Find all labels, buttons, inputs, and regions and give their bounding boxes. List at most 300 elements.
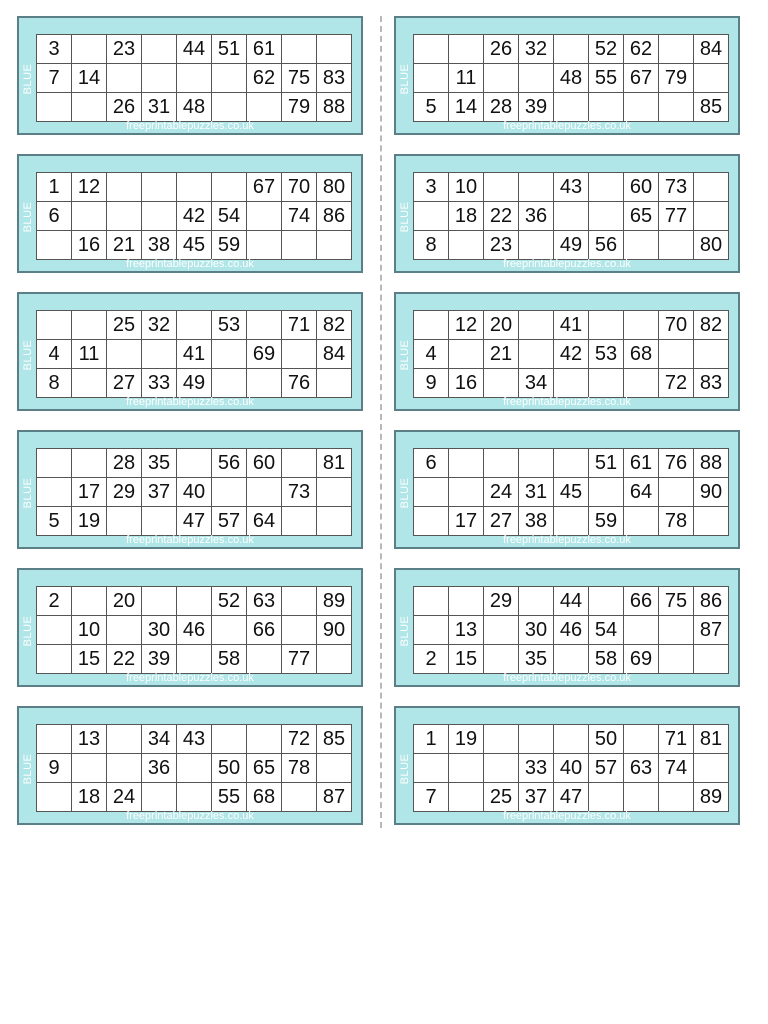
website-credit: freeprintablepuzzles.co.uk: [503, 120, 631, 132]
grid-cell: [694, 645, 729, 674]
grid-cell: [484, 173, 519, 202]
grid-cell: 50: [212, 754, 247, 783]
grid-cell: 6: [37, 202, 72, 231]
grid-cell: 13: [449, 616, 484, 645]
grid-cell: [72, 202, 107, 231]
grid-cell: [37, 449, 72, 478]
grid-row: [37, 587, 352, 616]
grid-cell: 63: [247, 587, 282, 616]
grid-row: [37, 645, 352, 674]
grid-cell: 89: [317, 587, 352, 616]
grid-cell: [449, 783, 484, 812]
grid-cell: [519, 173, 554, 202]
grid-cell: [212, 616, 247, 645]
grid-cell: 17: [72, 478, 107, 507]
grid-cell: [414, 202, 449, 231]
grid-cell: [624, 616, 659, 645]
grid-cell: 9: [37, 754, 72, 783]
grid-cell: 88: [694, 449, 729, 478]
grid-cell: [317, 35, 352, 64]
grid-cell: 8: [414, 231, 449, 260]
grid-row: [37, 64, 352, 93]
grid-row: [37, 478, 352, 507]
grid-cell: 84: [694, 35, 729, 64]
grid-cell: [142, 587, 177, 616]
grid-cell: [212, 369, 247, 398]
grid-cell: [212, 64, 247, 93]
grid-row: [414, 783, 729, 812]
bingo-ticket: [394, 430, 740, 549]
grid-cell: 42: [177, 202, 212, 231]
grid-cell: 38: [142, 231, 177, 260]
number-grid: [36, 172, 352, 260]
grid-cell: [519, 311, 554, 340]
grid-cell: 45: [554, 478, 589, 507]
grid-cell: 55: [589, 64, 624, 93]
grid-cell: [212, 340, 247, 369]
grid-cell: [484, 645, 519, 674]
grid-cell: 21: [484, 340, 519, 369]
ticket-color-label: BLUE: [22, 477, 34, 509]
grid-cell: 83: [694, 369, 729, 398]
grid-cell: [107, 173, 142, 202]
ticket-color-label: BLUE: [22, 339, 34, 371]
grid-cell: 75: [659, 587, 694, 616]
grid-cell: [694, 754, 729, 783]
grid-cell: 65: [624, 202, 659, 231]
grid-cell: 53: [212, 311, 247, 340]
grid-cell: 78: [282, 754, 317, 783]
grid-cell: 27: [107, 369, 142, 398]
website-credit: freeprintablepuzzles.co.uk: [126, 672, 254, 684]
bingo-ticket: [17, 16, 363, 135]
grid-cell: [177, 645, 212, 674]
grid-cell: [554, 725, 589, 754]
grid-cell: 74: [282, 202, 317, 231]
grid-cell: 52: [212, 587, 247, 616]
grid-cell: [37, 783, 72, 812]
grid-cell: [212, 478, 247, 507]
grid-cell: [37, 311, 72, 340]
number-grid: [413, 448, 729, 536]
grid-cell: 22: [107, 645, 142, 674]
grid-cell: 33: [519, 754, 554, 783]
grid-cell: 42: [554, 340, 589, 369]
ticket-color-label: BLUE: [399, 201, 411, 233]
grid-cell: 39: [519, 93, 554, 122]
grid-cell: 56: [212, 449, 247, 478]
grid-cell: [484, 449, 519, 478]
grid-cell: 4: [414, 340, 449, 369]
grid-cell: [247, 725, 282, 754]
grid-cell: [554, 369, 589, 398]
grid-cell: [247, 645, 282, 674]
grid-cell: [554, 93, 589, 122]
grid-cell: [449, 754, 484, 783]
grid-cell: [659, 645, 694, 674]
grid-cell: 81: [317, 449, 352, 478]
grid-cell: [554, 35, 589, 64]
grid-cell: 77: [282, 645, 317, 674]
number-grid: [413, 724, 729, 812]
grid-cell: 41: [554, 311, 589, 340]
grid-cell: [589, 369, 624, 398]
bingo-ticket: [17, 154, 363, 273]
grid-cell: 5: [37, 507, 72, 536]
grid-cell: [72, 93, 107, 122]
grid-cell: 63: [624, 754, 659, 783]
bingo-ticket: [394, 706, 740, 825]
grid-cell: [449, 35, 484, 64]
grid-cell: [37, 725, 72, 754]
grid-cell: [624, 369, 659, 398]
number-grid: [36, 448, 352, 536]
grid-cell: [659, 231, 694, 260]
grid-row: [37, 725, 352, 754]
grid-cell: 61: [247, 35, 282, 64]
grid-cell: [589, 173, 624, 202]
grid-cell: 29: [484, 587, 519, 616]
grid-cell: 49: [554, 231, 589, 260]
bingo-ticket: [17, 292, 363, 411]
grid-cell: 46: [554, 616, 589, 645]
grid-cell: [282, 587, 317, 616]
grid-cell: 16: [72, 231, 107, 260]
grid-cell: 37: [519, 783, 554, 812]
grid-cell: 12: [449, 311, 484, 340]
grid-cell: [177, 783, 212, 812]
grid-cell: 15: [449, 645, 484, 674]
grid-row: [414, 340, 729, 369]
grid-cell: 28: [484, 93, 519, 122]
grid-cell: 90: [317, 616, 352, 645]
ticket-color-label: BLUE: [22, 63, 34, 95]
grid-row: [37, 173, 352, 202]
grid-row: [414, 173, 729, 202]
grid-cell: [317, 478, 352, 507]
number-grid: [36, 724, 352, 812]
grid-cell: [449, 231, 484, 260]
bingo-ticket: [394, 16, 740, 135]
grid-cell: 71: [659, 725, 694, 754]
grid-cell: [177, 173, 212, 202]
grid-cell: [142, 507, 177, 536]
grid-cell: [414, 587, 449, 616]
grid-cell: 82: [317, 311, 352, 340]
grid-cell: 87: [317, 783, 352, 812]
grid-cell: [519, 725, 554, 754]
grid-row: [37, 311, 352, 340]
grid-cell: 62: [624, 35, 659, 64]
bingo-ticket: [394, 154, 740, 273]
grid-cell: [694, 64, 729, 93]
grid-cell: [414, 507, 449, 536]
number-grid: [413, 172, 729, 260]
grid-cell: 73: [659, 173, 694, 202]
grid-cell: 15: [72, 645, 107, 674]
grid-cell: 34: [519, 369, 554, 398]
grid-row: [414, 754, 729, 783]
grid-cell: [282, 507, 317, 536]
grid-row: [37, 202, 352, 231]
grid-cell: 43: [177, 725, 212, 754]
grid-cell: [107, 64, 142, 93]
grid-cell: 31: [519, 478, 554, 507]
grid-cell: [142, 173, 177, 202]
grid-cell: [414, 754, 449, 783]
grid-cell: [519, 64, 554, 93]
grid-cell: [624, 311, 659, 340]
grid-cell: 40: [177, 478, 212, 507]
grid-cell: 8: [37, 369, 72, 398]
grid-row: [414, 231, 729, 260]
grid-cell: [624, 507, 659, 536]
grid-row: [37, 754, 352, 783]
grid-cell: [694, 340, 729, 369]
grid-cell: [282, 616, 317, 645]
grid-cell: 44: [177, 35, 212, 64]
grid-cell: [554, 507, 589, 536]
grid-cell: [72, 311, 107, 340]
grid-cell: 74: [659, 754, 694, 783]
grid-cell: [414, 64, 449, 93]
grid-row: [414, 35, 729, 64]
grid-cell: [519, 340, 554, 369]
grid-cell: 6: [414, 449, 449, 478]
grid-cell: 86: [317, 202, 352, 231]
grid-cell: 37: [142, 478, 177, 507]
grid-cell: [107, 616, 142, 645]
grid-cell: [107, 202, 142, 231]
grid-row: [37, 449, 352, 478]
ticket-color-label: BLUE: [22, 615, 34, 647]
grid-cell: [317, 507, 352, 536]
number-grid: [413, 310, 729, 398]
grid-cell: 35: [142, 449, 177, 478]
grid-cell: [177, 311, 212, 340]
grid-cell: [37, 478, 72, 507]
grid-cell: 90: [694, 478, 729, 507]
grid-cell: 1: [414, 725, 449, 754]
grid-cell: [519, 231, 554, 260]
grid-cell: 59: [589, 507, 624, 536]
grid-cell: 32: [519, 35, 554, 64]
grid-cell: [554, 202, 589, 231]
grid-row: [37, 35, 352, 64]
grid-cell: 85: [694, 93, 729, 122]
grid-cell: 66: [624, 587, 659, 616]
grid-cell: [589, 783, 624, 812]
grid-cell: [659, 93, 694, 122]
website-credit: freeprintablepuzzles.co.uk: [126, 120, 254, 132]
ticket-color-label: BLUE: [399, 477, 411, 509]
bingo-ticket: [17, 568, 363, 687]
grid-cell: 40: [554, 754, 589, 783]
bingo-ticket: [17, 706, 363, 825]
grid-cell: [414, 616, 449, 645]
grid-cell: 46: [177, 616, 212, 645]
grid-row: [414, 507, 729, 536]
grid-cell: 72: [282, 725, 317, 754]
grid-cell: 62: [247, 64, 282, 93]
number-grid: [36, 586, 352, 674]
grid-cell: 24: [484, 478, 519, 507]
grid-cell: [37, 616, 72, 645]
grid-cell: [659, 616, 694, 645]
grid-cell: 11: [72, 340, 107, 369]
ticket-color-label: BLUE: [399, 63, 411, 95]
grid-cell: [554, 645, 589, 674]
grid-cell: [589, 311, 624, 340]
grid-cell: [72, 35, 107, 64]
grid-cell: 30: [519, 616, 554, 645]
ticket-color-label: BLUE: [399, 753, 411, 785]
grid-cell: [37, 645, 72, 674]
grid-cell: 48: [554, 64, 589, 93]
grid-cell: 34: [142, 725, 177, 754]
grid-row: [37, 507, 352, 536]
grid-cell: 10: [449, 173, 484, 202]
grid-cell: 67: [247, 173, 282, 202]
grid-cell: 75: [282, 64, 317, 93]
grid-cell: 1: [37, 173, 72, 202]
website-credit: freeprintablepuzzles.co.uk: [126, 396, 254, 408]
grid-cell: 41: [177, 340, 212, 369]
website-credit: freeprintablepuzzles.co.uk: [126, 534, 254, 546]
grid-cell: 79: [282, 93, 317, 122]
grid-cell: [519, 449, 554, 478]
grid-cell: [659, 35, 694, 64]
grid-cell: [414, 478, 449, 507]
grid-cell: 64: [247, 507, 282, 536]
grid-cell: [449, 587, 484, 616]
grid-cell: [624, 93, 659, 122]
grid-cell: 10: [72, 616, 107, 645]
grid-cell: 3: [414, 173, 449, 202]
grid-cell: 2: [37, 587, 72, 616]
grid-row: [414, 449, 729, 478]
number-grid: [36, 34, 352, 122]
grid-cell: 44: [554, 587, 589, 616]
grid-cell: 66: [247, 616, 282, 645]
grid-cell: 22: [484, 202, 519, 231]
ticket-color-label: BLUE: [399, 615, 411, 647]
grid-cell: [484, 64, 519, 93]
grid-cell: 21: [107, 231, 142, 260]
grid-cell: [317, 754, 352, 783]
website-credit: freeprintablepuzzles.co.uk: [126, 810, 254, 822]
number-grid: [413, 586, 729, 674]
grid-cell: 33: [142, 369, 177, 398]
grid-cell: 18: [449, 202, 484, 231]
grid-cell: 69: [247, 340, 282, 369]
grid-cell: [659, 478, 694, 507]
grid-cell: 78: [659, 507, 694, 536]
grid-cell: 47: [177, 507, 212, 536]
grid-cell: 73: [282, 478, 317, 507]
grid-cell: 87: [694, 616, 729, 645]
grid-row: [37, 616, 352, 645]
grid-cell: 57: [212, 507, 247, 536]
grid-cell: 27: [484, 507, 519, 536]
grid-cell: 16: [449, 369, 484, 398]
grid-cell: 13: [72, 725, 107, 754]
grid-cell: 25: [107, 311, 142, 340]
grid-cell: 26: [107, 93, 142, 122]
website-credit: freeprintablepuzzles.co.uk: [503, 672, 631, 684]
grid-cell: [282, 35, 317, 64]
grid-cell: 70: [659, 311, 694, 340]
grid-row: [37, 231, 352, 260]
grid-cell: [107, 725, 142, 754]
grid-cell: [484, 754, 519, 783]
grid-cell: [659, 340, 694, 369]
grid-cell: [212, 173, 247, 202]
grid-cell: [107, 507, 142, 536]
grid-cell: 65: [247, 754, 282, 783]
grid-cell: 11: [449, 64, 484, 93]
grid-cell: [589, 202, 624, 231]
grid-cell: 43: [554, 173, 589, 202]
grid-cell: [142, 783, 177, 812]
grid-cell: [449, 340, 484, 369]
grid-cell: 86: [694, 587, 729, 616]
grid-cell: 48: [177, 93, 212, 122]
grid-cell: [317, 231, 352, 260]
grid-cell: [659, 783, 694, 812]
grid-cell: 19: [72, 507, 107, 536]
grid-cell: [37, 93, 72, 122]
grid-cell: [694, 173, 729, 202]
grid-cell: 67: [624, 64, 659, 93]
grid-cell: 31: [142, 93, 177, 122]
grid-cell: 47: [554, 783, 589, 812]
grid-row: [414, 478, 729, 507]
grid-cell: 23: [107, 35, 142, 64]
grid-cell: [142, 202, 177, 231]
grid-cell: [317, 369, 352, 398]
grid-cell: 25: [484, 783, 519, 812]
grid-cell: [142, 35, 177, 64]
grid-cell: [282, 783, 317, 812]
grid-cell: 80: [317, 173, 352, 202]
grid-cell: 2: [414, 645, 449, 674]
grid-cell: 68: [247, 783, 282, 812]
grid-row: [414, 93, 729, 122]
grid-cell: [72, 369, 107, 398]
grid-row: [414, 645, 729, 674]
grid-cell: 72: [659, 369, 694, 398]
grid-cell: 69: [624, 645, 659, 674]
cut-line: [380, 16, 382, 828]
grid-cell: [247, 311, 282, 340]
website-credit: freeprintablepuzzles.co.uk: [503, 534, 631, 546]
grid-cell: [212, 93, 247, 122]
grid-cell: [247, 369, 282, 398]
grid-cell: [177, 64, 212, 93]
grid-cell: [624, 725, 659, 754]
grid-cell: 50: [589, 725, 624, 754]
grid-cell: 80: [694, 231, 729, 260]
grid-row: [37, 783, 352, 812]
grid-cell: 32: [142, 311, 177, 340]
grid-cell: [694, 202, 729, 231]
website-credit: freeprintablepuzzles.co.uk: [503, 396, 631, 408]
grid-cell: [484, 725, 519, 754]
number-grid: [36, 310, 352, 398]
grid-cell: 58: [589, 645, 624, 674]
grid-row: [414, 369, 729, 398]
